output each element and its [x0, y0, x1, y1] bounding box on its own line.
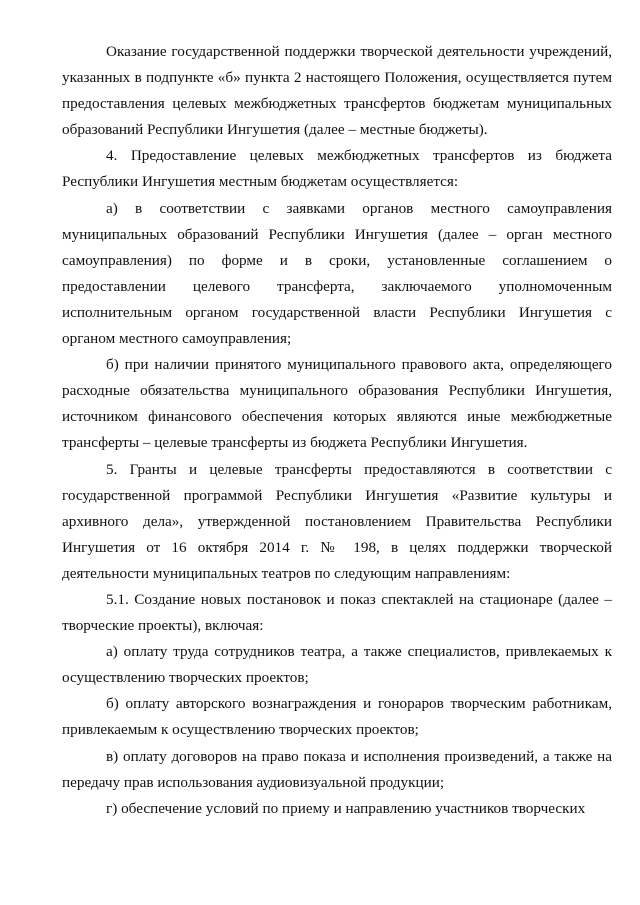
paragraph-item-4b: б) при наличии принятого муниципального правового акта, определяющего расходные обязательства муниципального образования Республики Ингушетия, источником финансового обеспечения которых являются иные межбюджетные трансферты – целевые трансферты из бюджета Республики Ингушетия. — [62, 356, 612, 452]
paragraph-item-5-1-v: в) оплату договоров на право показа и исполнения произведений, а также на передачу прав использования аудиовизуальной продукции; — [62, 747, 612, 791]
paragraph-item-5-1-a: а) оплату труда сотрудников театра, а также специалистов, привлекаемых к осуществлению творческих проектов; — [62, 643, 612, 687]
paragraph-item-5: 5. Гранты и целевые трансферты предоставляются в соответствии с государственной программой Республики Ингушетия «Развитие культуры и архивного дела», утвержденной постановлением Правительства Республики Ингушетия от 16 октября 2014 г. № 198, в целях поддержки творческой деятельности муниципальных театров по следующим направлениям: — [62, 460, 612, 582]
paragraph-item-5-1-b: б) оплату авторского вознаграждения и гонораров творческим работникам, привлекаемым к осуществлению творческих проектов; — [62, 695, 612, 739]
paragraph-item-4: 4. Предоставление целевых межбюджетных трансфертов из бюджета Республики Ингушетия местным бюджетам осуществляется: — [62, 147, 612, 191]
paragraph-item-5-1-g: г) обеспечение условий по приему и направлению участников творческих — [106, 799, 586, 817]
paragraph-item-4a: а) в соответствии с заявками органов местного самоуправления муниципальных образований Республики Ингушетия (далее – орган местного самоуправления) по форме и в сроки, установленные соглашением о предоставлении целевого трансферта, заключаемого уполномоченным исполнительным органом государственной власти Республики Ингушетия с органом местного самоуправления; — [62, 199, 612, 348]
paragraph-item-5-1: 5.1. Создание новых постановок и показ спектаклей на стационаре (далее – творческие проекты), включая: — [62, 590, 612, 635]
paragraph-support-intro: Оказание государственной поддержки творческой деятельности учреждений, указанных в подпункте «б» пункта 2 настоящего Положения, осуществляется путем предоставления целевых межбюджетных трансфертов бюджетам муниципальных образований Республики Ингушетия (далее – местные бюджеты). — [62, 43, 612, 139]
